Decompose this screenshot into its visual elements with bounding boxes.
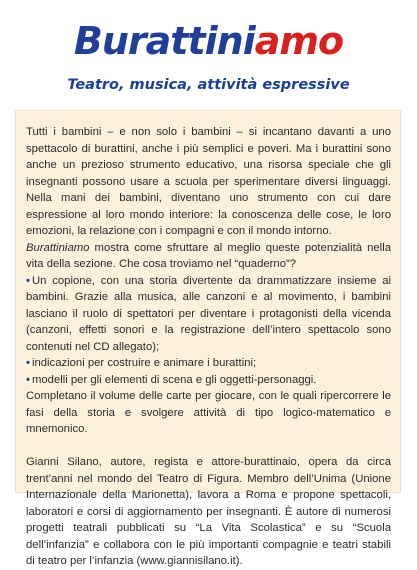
list-item	[26, 372, 391, 389]
list-item	[26, 355, 391, 372]
list-item-text: Un copione, con una storia divertente da drammatizzare insieme ai bambini. Grazie alla musica, alle canzoni e al movimento, i bambini lasciano il ruolo di spettatori per diventare i protagonisti della vicenda (canzoni, effetti sonori e la registrazione dell’intero spettacolo sono contenuti nel CD allegato);	[26, 274, 391, 353]
logo	[0, 18, 417, 64]
question-paragraph	[26, 240, 391, 273]
question-text: mostra come sfruttare al meglio queste potenzialità nella vita della sezione. Che cosa troviamo nel “quaderno”?	[26, 241, 391, 270]
subtitle: Teatro, musica, attività espressive	[67, 77, 350, 93]
list-item-text: indicazioni per costruire e animare i burattini;	[31, 357, 257, 369]
author-paragraph: Gianni Silano, autore, regista e attore-burattinaio, opera da circa trent’anni nel mondo del Teatro di Figura. Membro dell’Unima (Unione Internazionale della Marionetta), lavora a Roma e propone spettacoli, laboratori e corsi di aggiornamento per insegnanti. È autore di numerosi progetti teatrali pubblicati su “La Vita Scolastica” e su “Scuola dell’infanzia” e collabora con le più importanti compagnie e teatri stabili di teatro per l’infanzia (www.giannisilano.it).	[26, 456, 391, 567]
bullet-icon: •	[26, 373, 30, 386]
intro-paragraph: Tutti i bambini – e non solo i bambini – si incantano davanti a uno spettacolo di burattini, anche i più semplici e poveri. Ma i burattini sono anche un prezioso strumento educativo, una risorsa speciale che gli insegnanti possono usare a scuola per sperimentare diversi linguaggi. Nella mani dei bambini, diventano uno strumento con cui dare espressione al loro mondo interiore: la conoscenza delle cose, le loro emozioni, la relazione con i compagni e con il mondo intorno.	[26, 126, 391, 237]
bullet-icon: •	[26, 357, 30, 369]
logo-part-red: amo	[254, 19, 344, 63]
description-text	[26, 124, 391, 570]
list-item-text: modelli per gli elementi di scena e gli oggetti-personaggi.	[31, 373, 317, 386]
logo-part-blue: Burattini	[73, 19, 255, 63]
list-item	[26, 273, 391, 356]
book-title: Burattiniamo	[26, 241, 90, 254]
bullet-icon: •	[26, 274, 30, 287]
closing-paragraph: Completano il volume delle carte per giocare, con le quali ripercorrere le fasi della storia e svolgere attività di tipo logico-matematico e mnemonico.	[26, 390, 391, 435]
